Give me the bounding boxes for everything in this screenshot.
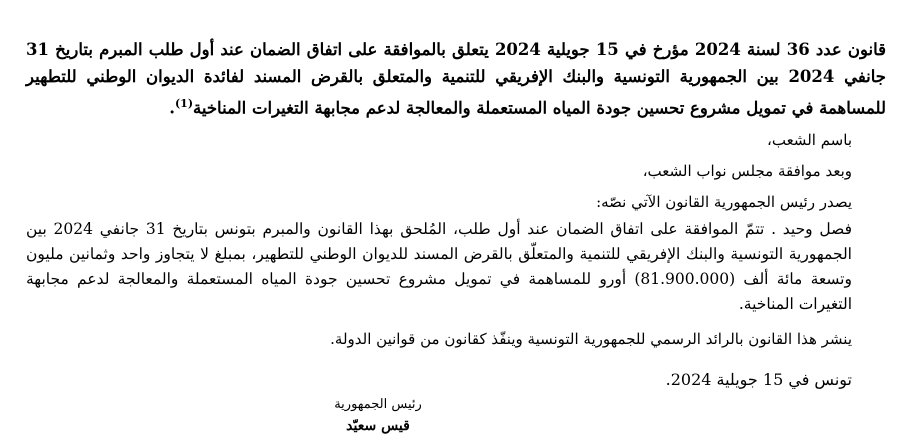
law-document — [26, 36, 886, 408]
preamble-people: باسم الشعب، — [767, 130, 852, 149]
issue-date: تونس في 15 جويلية 2024. — [665, 369, 852, 389]
sole-article: فصل وحيد . تتمّ الموافقة على اتفاق الضمان عند أول طلب، المُلحق بهذا القانون والمبرم بتونس بتاريخ 31 جانفي 2024 بين الجمهورية التونسية والبنك الإفريقي للتنمية والمتعلّق بالقرض المسند للديوان الوطني للتطهير، بمبلغ لا يتجاوز واحد وثمانين مليون وتسعة مائة ألف (81.900.000) أورو للمساهمة في تمويل مشروع تحسين جودة المياه المستعملة والمعالجة لدعم مجابهة التغيرات المناخية. — [26, 219, 852, 313]
law-title-end: . — [169, 98, 175, 118]
preamble-parliament: وبعد موافقة مجلس نواب الشعب، — [642, 161, 852, 180]
footnote-marker: (1) — [174, 97, 194, 110]
law-title — [26, 36, 886, 122]
law-title-text: قانون عدد 36 لسنة 2024 مؤرخ في 15 جويلية 2024 يتعلق بالموافقة على اتفاق الضمان عند أول طلب المبرم بتاريخ 31 جانفي 2024 بين الجمهورية التونسية والبنك الإفريقي للتنمية والمتعلق بالقرض المسند لفائدة الديوان الوطني للتطهير للمساهمة في تمويل مشروع تحسين جودة المياه المستعملة والمعالجة لدعم مجابهة التغيرات المناخية — [26, 40, 887, 118]
publication-clause: ينشر هذا القانون بالرائد الرسمي للجمهورية التونسية وينفّذ كقانون من قوانين الدولة. — [330, 329, 852, 348]
signature-title: رئيس الجمهورية — [334, 397, 422, 412]
preamble-promulgation: يصدر رئيس الجمهورية القانون الآتي نصّه: — [596, 192, 852, 211]
signature-name: قيس سعيّد — [346, 418, 410, 434]
signature-block — [318, 395, 438, 437]
